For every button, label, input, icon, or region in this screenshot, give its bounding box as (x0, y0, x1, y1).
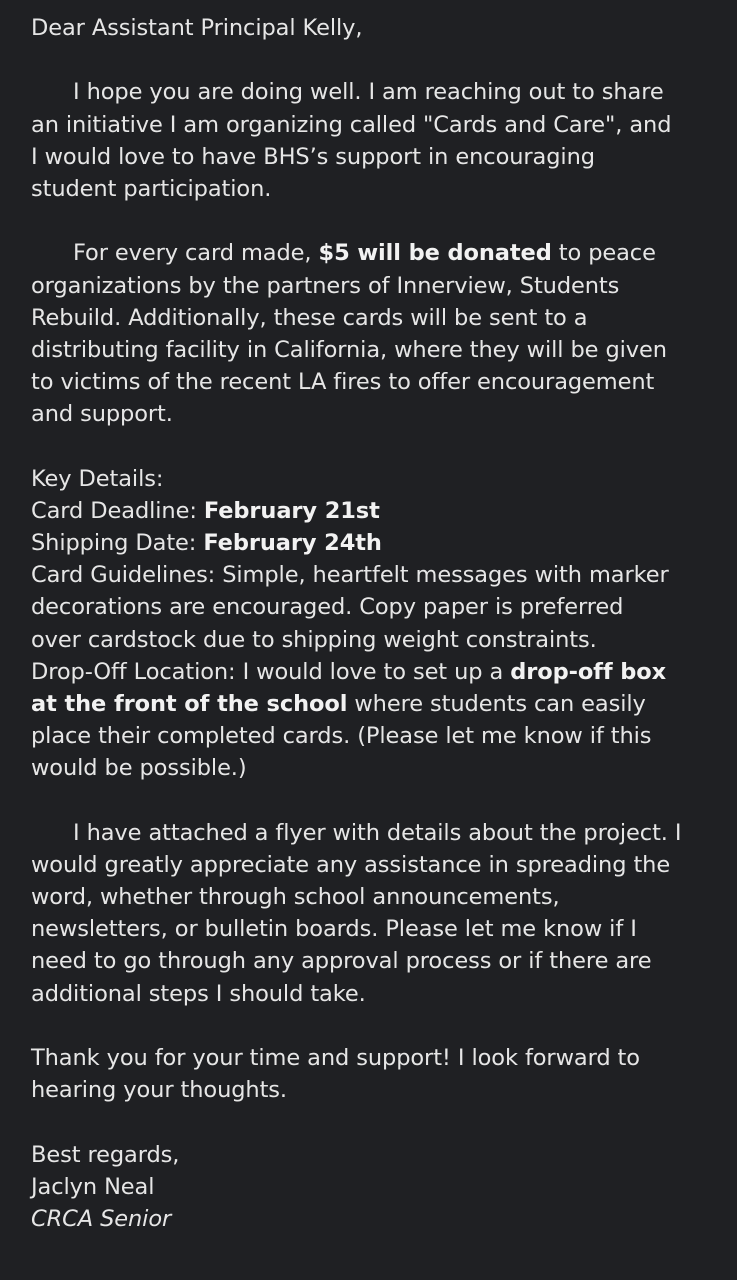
dropoff-line (31, 656, 721, 688)
paragraph-2-line (31, 237, 721, 269)
guidelines-line: decorations are encouraged. Copy paper is preferred (31, 594, 624, 621)
spacer (31, 1106, 721, 1138)
paragraph-1-line: I would love to have BHS’s support in encouraging (31, 143, 595, 170)
paragraph-2-line: and support. (31, 401, 173, 428)
text-segment: Drop-Off Location: I would love to set up a (31, 658, 511, 685)
dropoff-line: would be possible.) (31, 755, 247, 782)
text-segment: where students can easily (347, 690, 646, 717)
paragraph-3-line: word, whether through school announcements, (31, 884, 560, 911)
paragraph-3-line: newsletters, or bulletin boards. Please let me know if I (31, 916, 637, 943)
paragraph-2-line: distributing facility in California, where they will be given (31, 336, 667, 363)
shipping-date (31, 527, 721, 559)
paragraph-4-line: Thank you for your time and support! I look forward to (31, 1045, 640, 1071)
paragraph-2-line: to victims of the recent LA fires to offer encouragement (31, 369, 655, 396)
deadline-value: February 21st (203, 497, 380, 524)
shipping-value: February 24th (203, 530, 382, 556)
deadline-label: Card Deadline: (31, 497, 204, 524)
spacer (31, 44, 721, 76)
email-body[interactable] (31, 12, 721, 1235)
guidelines-line: over cardstock due to shipping weight constraints. (31, 626, 597, 653)
paragraph-3-line: would greatly appreciate any assistance in spreading the (31, 851, 671, 878)
spacer (31, 785, 721, 817)
dropoff-emphasis: at the front of the school (31, 690, 348, 717)
paragraph-2-line: organizations by the partners of Innerview, Students (31, 272, 620, 299)
text-segment: to peace (551, 240, 656, 267)
donation-emphasis: $5 will be donated (318, 240, 552, 267)
greeting: Dear Assistant Principal Kelly, (31, 15, 363, 41)
guidelines-line: Card Guidelines: Simple, heartfelt messages with marker (31, 562, 669, 589)
card-deadline (31, 495, 721, 527)
paragraph-3-line: I have attached a flyer with details about the project. I (73, 819, 682, 846)
key-details-heading: Key Details: (31, 465, 164, 492)
paragraph-3-line: additional steps I should take. (31, 980, 366, 1007)
dropoff-line (31, 688, 721, 720)
paragraph-3-line: need to go through any approval process or if there are (31, 948, 652, 975)
dropoff-line: place their completed cards. (Please let me know if this (31, 723, 652, 750)
paragraph-2-line: Rebuild. Additionally, these cards will be sent to a (31, 304, 588, 331)
signoff: Best regards, (31, 1141, 180, 1168)
paragraph-4-line: hearing your thoughts. (31, 1077, 287, 1104)
spacer (31, 1010, 721, 1042)
text-segment: For every card made, (73, 240, 319, 267)
paragraph-1-line: an initiative I am organizing called "Cards and Care", and (31, 111, 672, 138)
sender-name: Jaclyn Neal (31, 1173, 155, 1200)
sender-title-text: CRCA Senior (31, 1205, 172, 1232)
paragraph-1-line: student participation. (31, 175, 272, 202)
sender-title (31, 1203, 721, 1235)
shipping-label: Shipping Date: (31, 530, 204, 556)
paragraph-1-line: I hope you are doing well. I am reaching out to share (73, 79, 664, 106)
spacer (31, 205, 721, 237)
dropoff-emphasis: drop-off box (510, 658, 667, 685)
spacer (31, 430, 721, 462)
